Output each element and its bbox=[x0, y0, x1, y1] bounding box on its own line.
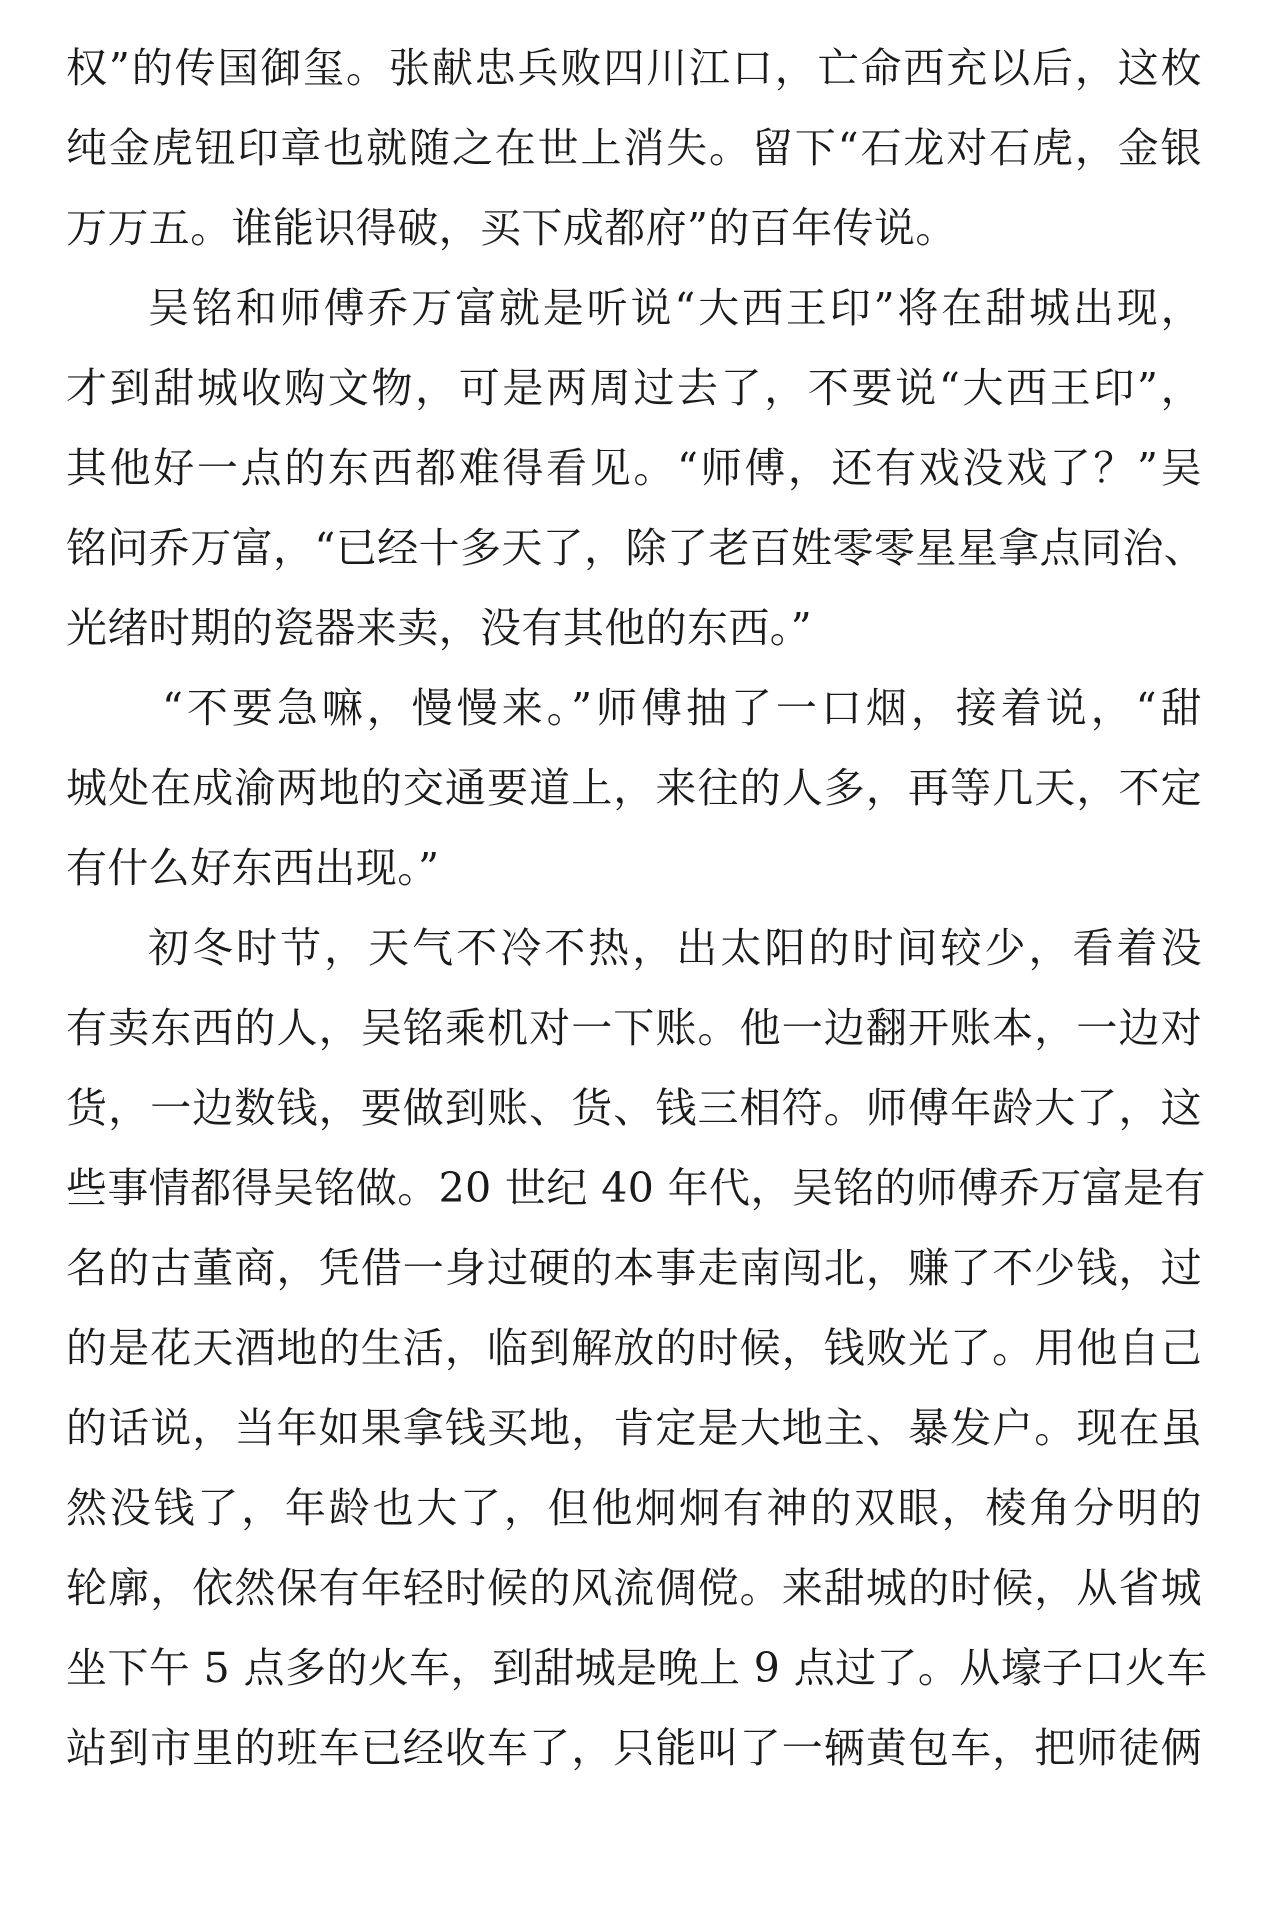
text-line: 货，一边数钱，要做到账、货、钱三相符。师傅年龄大了，这 bbox=[66, 1084, 1202, 1132]
text-line: 初冬时节，天气不冷不热，出太阳的时间较少，看着没 bbox=[148, 924, 1202, 972]
paragraph-2 bbox=[66, 268, 1206, 668]
text-line: 吴铭和师傅乔万富就是听说“大西王印”将在甜城出现， bbox=[148, 284, 1202, 332]
text-line: 才到甜城收购文物，可是两周过去了，不要说“大西王印”， bbox=[66, 364, 1202, 412]
text-line: 铭问乔万富，“已经十多天了，除了老百姓零零星星拿点同治、 bbox=[66, 524, 1206, 572]
text-line: 权”的传国御玺。张献忠兵败四川江口，亡命西充以后，这枚 bbox=[66, 44, 1202, 92]
text-line: 坐下午 5 点多的火车，到甜城是晚上 9 点过了。从壕子口火车 bbox=[66, 1644, 1208, 1692]
text-line: 有卖东西的人，吴铭乘机对一下账。他一边翻开账本，一边对 bbox=[66, 1004, 1202, 1052]
text-line: 其他好一点的东西都难得看见。“师傅，还有戏没戏了？”吴 bbox=[66, 444, 1202, 492]
text-line: 站到市里的班车已经收车了，只能叫了一辆黄包车，把师徒俩 bbox=[66, 1724, 1202, 1772]
text-line: “不要急嘛，慢慢来。”师傅抽了一口烟，接着说，“甜 bbox=[162, 684, 1202, 732]
text-line: 然没钱了，年龄也大了，但他炯炯有神的双眼，棱角分明的 bbox=[66, 1484, 1202, 1532]
text-line: 万万五。谁能识得破，买下成都府”的百年传说。 bbox=[66, 204, 957, 252]
book-page bbox=[66, 28, 1208, 1788]
paragraph-1 bbox=[66, 28, 1202, 268]
text-line: 城处在成渝两地的交通要道上，来往的人多，再等几天，不定 bbox=[66, 764, 1202, 812]
text-line: 些事情都得吴铭做。20 世纪 40 年代，吴铭的师傅乔万富是有 bbox=[66, 1164, 1206, 1212]
paragraph-3 bbox=[66, 668, 1202, 908]
paragraph-4 bbox=[66, 908, 1208, 1788]
text-line: 的话说，当年如果拿钱买地，肯定是大地主、暴发户。现在虽 bbox=[66, 1404, 1202, 1452]
text-line: 光绪时期的瓷器来卖，没有其他的东西。” bbox=[66, 604, 813, 652]
text-line: 有什么好东西出现。” bbox=[66, 844, 440, 892]
text-line: 轮廓，依然保有年轻时候的风流倜傥。来甜城的时候，从省城 bbox=[66, 1564, 1202, 1612]
text-line: 的是花天酒地的生活，临到解放的时候，钱败光了。用他自己 bbox=[66, 1324, 1202, 1372]
text-line: 名的古董商，凭借一身过硬的本事走南闯北，赚了不少钱，过 bbox=[66, 1244, 1202, 1292]
text-line: 纯金虎钮印章也就随之在世上消失。留下“石龙对石虎，金银 bbox=[66, 124, 1202, 172]
